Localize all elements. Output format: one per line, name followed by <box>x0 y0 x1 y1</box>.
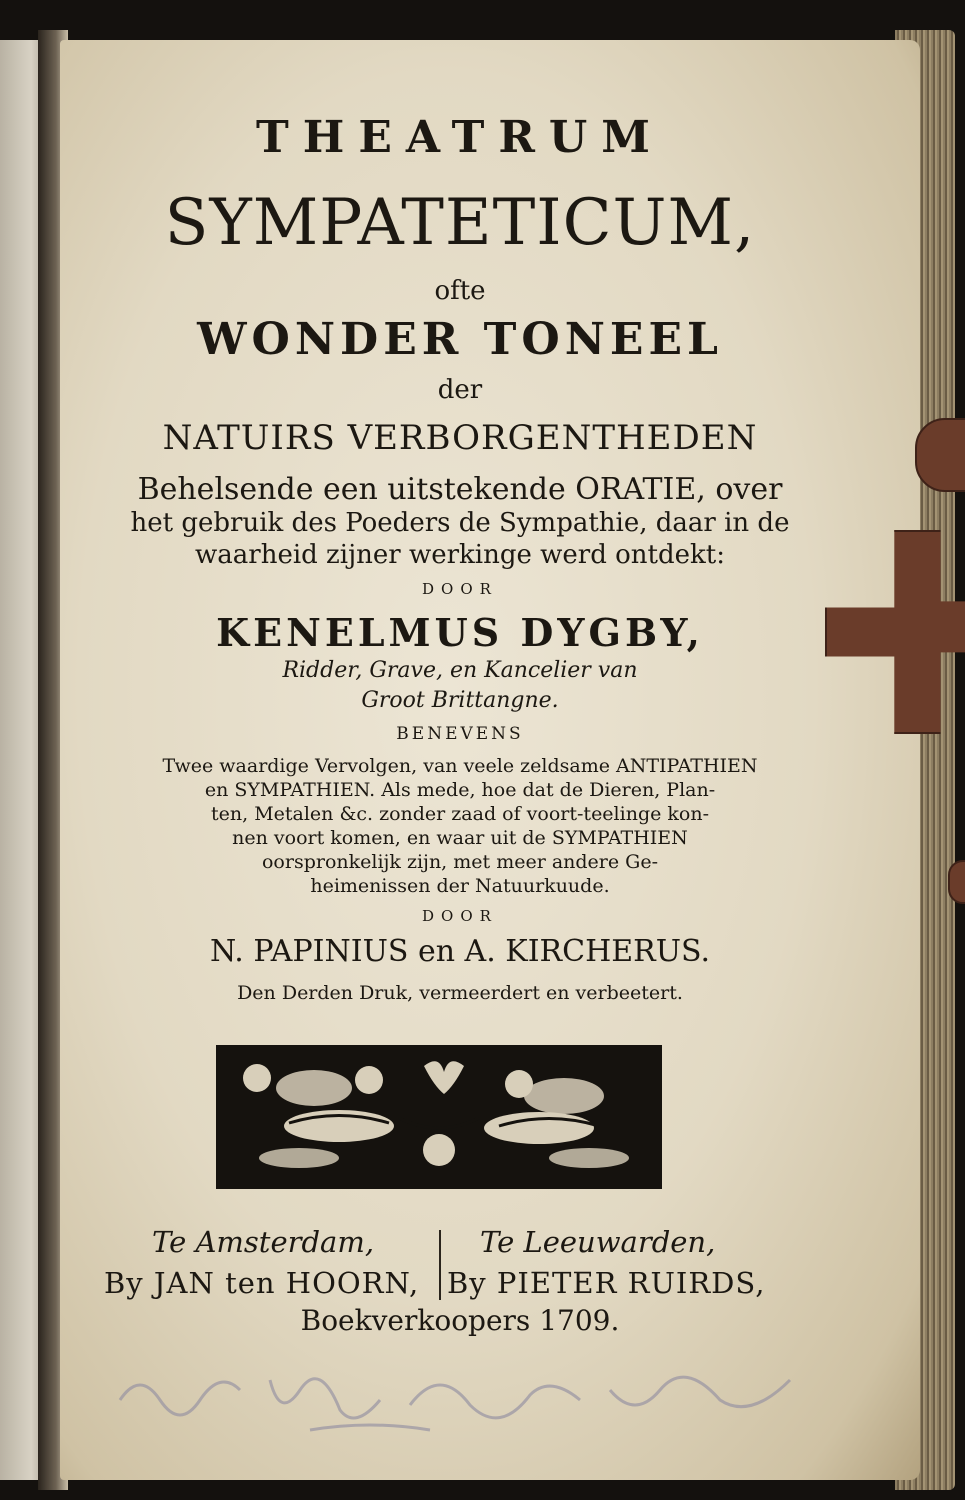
clasp-bottom-icon <box>948 860 965 904</box>
imprint-city-amsterdam: Te Amsterdam, <box>152 1225 375 1259</box>
clasp-top-icon <box>915 418 965 492</box>
subtitle-line-3: waarheid zijner werkinge werd ontdekt: <box>195 540 725 570</box>
door-label-1: DOOR <box>422 580 498 598</box>
description-line-1: Twee waardige Vervolgen, van veele zeldsame ANTIPATHIEN <box>162 755 758 777</box>
description-line-2: en SYMPATHIEN. Als mede, hoe dat de Dieren, Plan- <box>204 779 716 801</box>
imprint-trade-year: Boekverkoopers 1709. <box>300 1304 620 1337</box>
imprint-printer-2: By PIETER RUIRDS, <box>447 1266 766 1300</box>
author-name: KENELMUS DYGBY, <box>216 610 704 655</box>
cherubs-woodcut-icon <box>216 1045 662 1189</box>
imprint-city-leeuwarden: Te Leeuwarden, <box>480 1225 716 1259</box>
secondary-authors: N. PAPINIUS en A. KIRCHERUS. <box>209 934 711 969</box>
title-line-5: der <box>437 375 483 405</box>
description-line-3: ten, Metalen &c. zonder zaad of voort-teelinge kon- <box>211 803 709 825</box>
imprint-divider <box>439 1230 441 1300</box>
title-line-2: SYMPATETICUM, <box>164 186 756 260</box>
description-line-4: nen voort komen, en waar uit de SYMPATHIEN <box>232 827 688 849</box>
author-title-2: Groot Brittangne. <box>361 688 559 713</box>
description-line-5: oorspronkelijk zijn, met meer andere Ge- <box>261 851 659 873</box>
subtitle-line-2: het gebruik des Poeders de Sympathie, daar in de <box>130 508 790 538</box>
title-line-1: THEATRUM <box>256 112 664 163</box>
door-label-2: DOOR <box>422 907 498 925</box>
edition-note: Den Derden Druk, vermeerdert en verbeetert. <box>237 982 683 1004</box>
title-line-6: NATUIRS VERBORGENTHEDEN <box>162 418 758 458</box>
title-line-3: ofte <box>434 276 486 306</box>
description-line-6: heimenissen der Natuurkuude. <box>310 875 610 897</box>
subtitle-line-1: Behelsende een uitstekende ORATIE, over <box>137 472 783 507</box>
faded-ink-signature <box>110 1350 850 1440</box>
imprint-printer-1: By JAN ten HOORN, <box>104 1266 420 1300</box>
title-line-4: WONDER TONEEL <box>197 314 723 365</box>
author-title-1: Ridder, Grave, en Kancelier van <box>282 658 638 683</box>
benevens-label: BENEVENS <box>396 724 524 744</box>
